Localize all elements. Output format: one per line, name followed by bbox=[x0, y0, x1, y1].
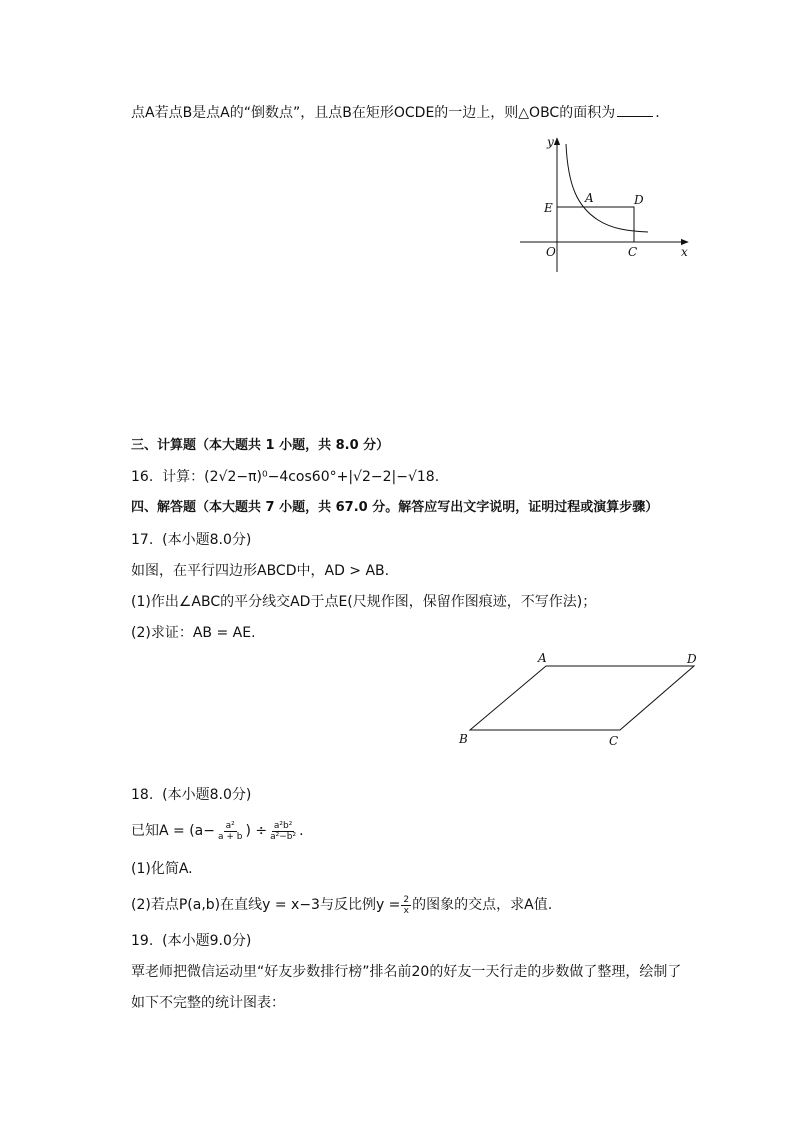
q15-text-post: . bbox=[655, 105, 660, 121]
parallelogram-abcd bbox=[470, 666, 694, 730]
fraction-1-den: a + b bbox=[217, 831, 243, 842]
q18-part2-post: 的图象的交点，求A值. bbox=[412, 897, 553, 913]
q18-stem-post: . bbox=[299, 823, 304, 839]
q17-number: 17. bbox=[131, 532, 154, 548]
q19-number: 19. bbox=[131, 933, 154, 949]
label-b2: B bbox=[459, 732, 468, 746]
fraction-2 bbox=[268, 821, 298, 842]
label-c: C bbox=[628, 245, 638, 259]
parallelogram-figure bbox=[450, 648, 710, 748]
q16-text: 计算：(2√2−π)⁰−4cos60°+|√2−2|−√18. bbox=[162, 469, 440, 485]
q18-score: (本小题8.0分) bbox=[162, 787, 252, 803]
q16 bbox=[131, 467, 439, 487]
fraction-3 bbox=[401, 895, 411, 916]
label-c2: C bbox=[609, 734, 619, 748]
q19-score: (本小题9.0分) bbox=[162, 933, 252, 949]
fraction-3-num: 2 bbox=[403, 894, 410, 905]
fraction-2-den: a²−b² bbox=[270, 831, 297, 842]
q15-text bbox=[131, 103, 660, 123]
q17-part1: (1)作出∠ABC的平分线交AD于点E(尺规作图，保留作图痕迹，不写作法)； bbox=[131, 594, 597, 610]
q19-line2: 如下不完整的统计图表： bbox=[131, 995, 285, 1011]
label-x: x bbox=[681, 245, 688, 259]
q17-part2: (2)求证：AB = AE. bbox=[131, 625, 256, 641]
label-a: A bbox=[585, 191, 594, 205]
q17-score: (本小题8.0分) bbox=[162, 532, 252, 548]
q19-line1: 覃老师把微信运动里“好友步数排行榜”排名前20的好友一天行走的步数做了整理，绘制了 bbox=[131, 964, 682, 980]
q19-header bbox=[131, 931, 251, 951]
q15-text-pre: 点A若点B是点A的“倒数点”，且点B在矩形OCDE的一边上，则△OBC的面积为 bbox=[131, 105, 616, 121]
q18-stem bbox=[131, 818, 304, 844]
label-e: E bbox=[544, 201, 553, 215]
fraction-3-den: x bbox=[403, 905, 409, 916]
fraction-2-num: a²b² bbox=[273, 820, 293, 831]
label-y: y bbox=[547, 135, 554, 149]
fraction-1 bbox=[216, 821, 245, 842]
q18-number: 18. bbox=[131, 787, 154, 803]
q18-stem-pre: 已知A = (a− bbox=[131, 823, 215, 839]
q18-part1: (1)化简A. bbox=[131, 861, 193, 877]
section-4-title: 四、解答题（本大题共 7 小题，共 67.0 分。解答应写出文字说明，证明过程或演算步骤） bbox=[131, 500, 659, 515]
label-a2: A bbox=[538, 651, 547, 665]
answer-blank bbox=[617, 104, 653, 117]
hyperbola-curve bbox=[566, 144, 648, 232]
fraction-1-num: a² bbox=[225, 820, 235, 831]
q18-stem-mid: ) ÷ bbox=[245, 823, 268, 839]
label-d: D bbox=[634, 193, 644, 207]
graph-hyperbola-rectangle bbox=[510, 132, 700, 277]
q17-stem: 如图，在平行四边形ABCD中，AD > AB. bbox=[131, 563, 390, 579]
q18-header bbox=[131, 785, 251, 805]
q17-header bbox=[131, 530, 251, 550]
section-3-title: 三、计算题（本大题共 1 小题，共 8.0 分） bbox=[131, 438, 390, 453]
label-d2: D bbox=[687, 652, 697, 666]
rectangle-ocde bbox=[557, 207, 634, 242]
q16-number: 16. bbox=[131, 469, 154, 485]
q18-part2-pre: (2)若点P(a,b)在直线y = x−3与反比例y = bbox=[131, 897, 401, 913]
label-o: O bbox=[546, 245, 556, 259]
q18-part2 bbox=[131, 892, 552, 918]
